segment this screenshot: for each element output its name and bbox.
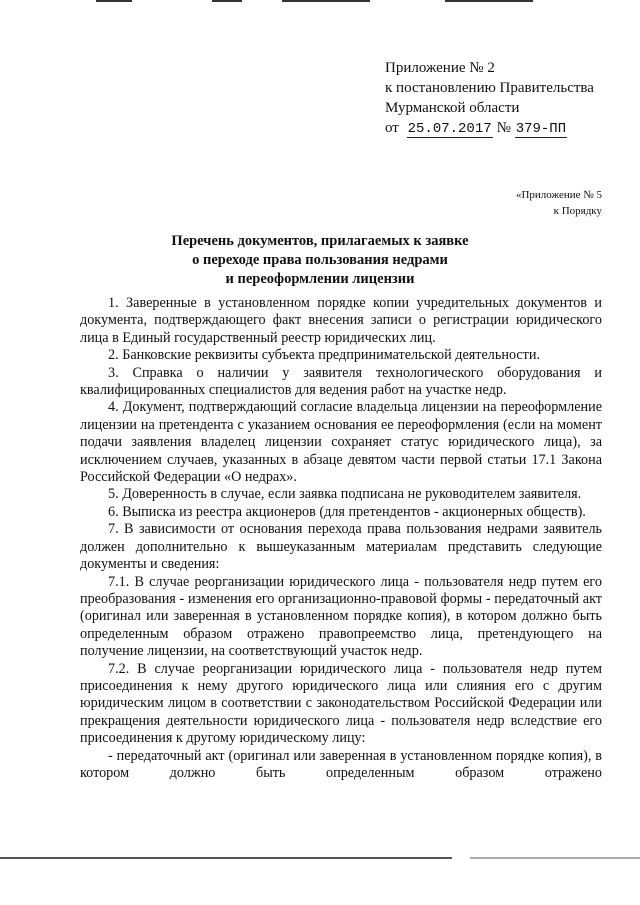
paragraph-5: 5. Доверенность в случае, если заявка подписана не руководителем заявителя. bbox=[108, 486, 582, 503]
document-body bbox=[80, 295, 602, 782]
paragraph-1: 1. Заверенные в установленном порядке копии учредительных документов и документа, подтверждающего факт внесения записи о регистрации юридического лица в Единый государственный реестр юридических лиц. bbox=[80, 295, 602, 346]
title-line-2: о переходе права пользования недрами bbox=[192, 252, 448, 268]
sub-appendix-header bbox=[516, 187, 602, 219]
decree-number: 379-ПП bbox=[515, 121, 567, 137]
decree-date: 25.07.2017 bbox=[407, 121, 492, 137]
paragraph-2: 2. Банковские реквизиты субъекта предпринимательской деятельности. bbox=[108, 347, 541, 364]
paragraph-6: 6. Выписка из реестра акционеров (для претендентов - акционерных обществ). bbox=[108, 503, 586, 520]
appendix-title: Приложение № 2 bbox=[385, 60, 495, 76]
appendix-region: Мурманской области bbox=[385, 100, 520, 116]
paragraph-7-1: 7.1. В случае реорганизации юридического лица - пользователя недр путем его преобразования - изменения его организационно-правовой формы - передаточный акт (оригинал или заверенная в установленном порядке копия), в котором должно быть определенным образом отражено правопреемство лица, претендующего на получение лицензии, на соответствующий участок недр. bbox=[80, 573, 602, 660]
sub-appendix-reference: к Порядку bbox=[553, 205, 602, 217]
appendix-reference: к постановлению Правительства bbox=[385, 80, 594, 96]
scan-bottom-line bbox=[0, 857, 452, 859]
document-title bbox=[80, 232, 560, 289]
appendix-header bbox=[385, 58, 625, 138]
title-line-1: Перечень документов, прилагаемых к заявке bbox=[171, 233, 469, 249]
appendix-date-line bbox=[385, 118, 625, 138]
sub-appendix-title: «Приложение № 5 bbox=[515, 189, 602, 201]
paragraph-7: 7. В зависимости от основания перехода права пользования недрами заявитель должен дополнительно к вышеуказанным материалам представить следующие документы и сведения: bbox=[80, 521, 602, 573]
number-prefix: № bbox=[496, 120, 511, 136]
scan-bottom-line-right bbox=[470, 857, 640, 859]
paragraph-3: 3. Справка о наличии у заявителя технологического оборудования и квалифицированных специалистов для ведения работ на участке недр. bbox=[80, 364, 602, 399]
date-prefix: от bbox=[385, 120, 399, 136]
paragraph-4: 4. Документ, подтверждающий согласие владельца лицензии на переоформление лицензии на претендента с указанием основания ее переоформления (если на момент подачи заявления владелец лицензии сохраняет статус юридического лица), за исключением случаев, указанных в абзаце девятом части первой статьи 17.1 Закона Российской Федерации «О недрах». bbox=[80, 399, 602, 486]
scan-edge-marks bbox=[0, 0, 640, 6]
paragraph-7-2: 7.2. В случае реорганизации юридического лица - пользователя недр путем присоединения к нему другого юридического лица или слияния его с другим юридическим лицом в соответствии с законодательством Российской Федерации или прекращения деятельности юридического лица - пользователя недр вследствие его присоединения к другому юридическому лицу: bbox=[80, 660, 602, 747]
title-line-3: и переоформлении лицензии bbox=[225, 271, 415, 287]
paragraph-7-2-item: - передаточный акт (оригинал или заверенная в установленном порядке копия), в котором должно быть определенным образом отражено bbox=[80, 747, 602, 781]
